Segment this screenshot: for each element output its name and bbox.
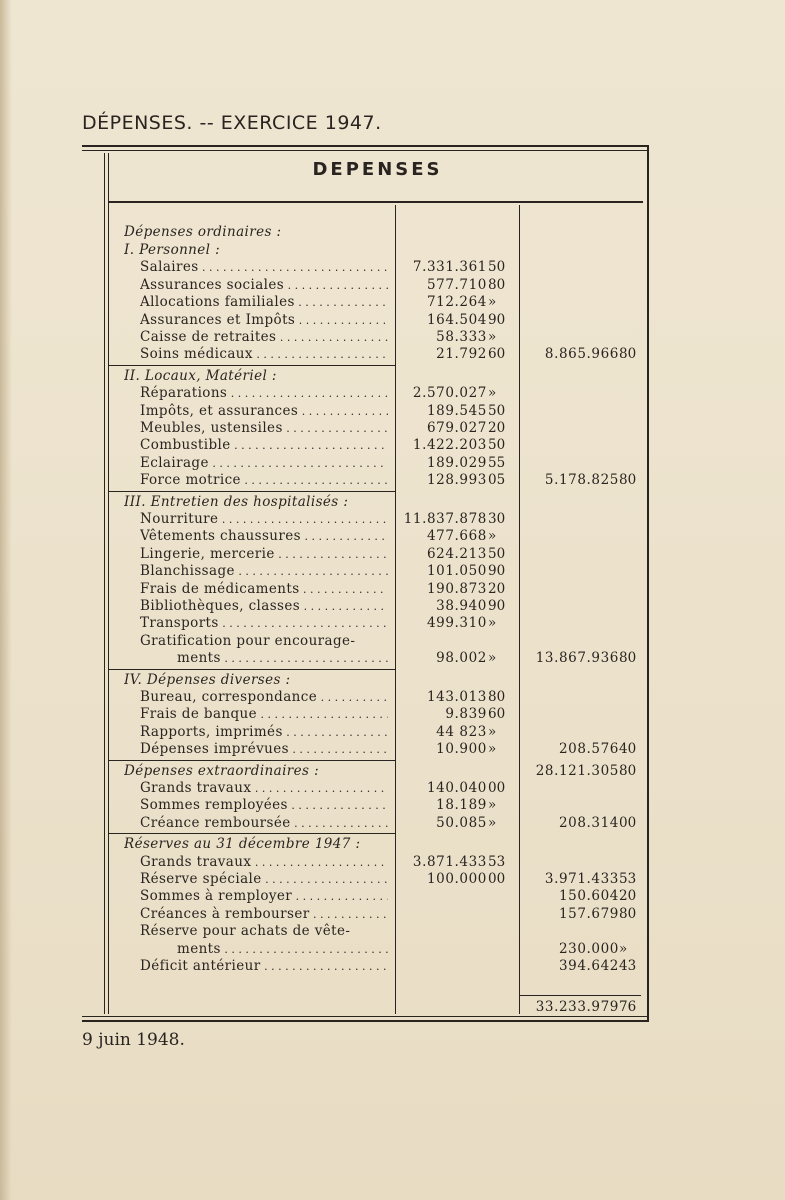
detail-amount: 477.668 bbox=[426, 528, 487, 544]
table-row bbox=[82, 511, 649, 528]
row-label: Créance remboursée . . . bbox=[140, 815, 388, 832]
row-label: Déficit antérieur . . . bbox=[140, 958, 388, 975]
detail-amount: 679.027 bbox=[426, 420, 487, 436]
row-label: Réparations . . . bbox=[140, 385, 388, 402]
detail-cents: 90 bbox=[488, 312, 506, 328]
table-row bbox=[82, 689, 649, 706]
table-row bbox=[82, 385, 649, 402]
section-heading: IV. Dépenses diverses : bbox=[124, 672, 291, 688]
table-row bbox=[82, 437, 649, 454]
detail-cents: 20 bbox=[488, 420, 506, 436]
table-row bbox=[82, 294, 649, 311]
subtotal-amount: 3.971.433 bbox=[544, 871, 619, 887]
subtotal-cents: 40 bbox=[619, 741, 637, 757]
row-label: Nourriture . . . bbox=[140, 511, 388, 528]
row-label: Dépenses imprévues . . . bbox=[140, 741, 388, 758]
section-rule bbox=[109, 760, 395, 761]
detail-amount: 140.040 bbox=[426, 780, 487, 796]
detail-amount: 712.264 bbox=[426, 294, 487, 310]
detail-amount: 577.710 bbox=[426, 277, 487, 293]
subtotal-amount: 208.576 bbox=[558, 741, 619, 757]
detail-cents: 30 bbox=[488, 511, 506, 527]
table-row bbox=[82, 277, 649, 294]
detail-cents: » bbox=[488, 797, 497, 813]
table-row bbox=[82, 455, 649, 472]
detail-cents: » bbox=[488, 294, 497, 310]
detail-cents: » bbox=[488, 741, 497, 757]
row-label: Allocations familiales . . . bbox=[140, 294, 388, 311]
table-row bbox=[82, 724, 649, 741]
row-label: Lingerie, mercerie . . . bbox=[140, 546, 388, 563]
page-title: DÉPENSES. -- EXERCICE 1947. bbox=[82, 112, 382, 134]
table-row bbox=[82, 706, 649, 723]
section-rule bbox=[109, 833, 395, 834]
row-label: Assurances sociales . . . bbox=[140, 277, 388, 294]
row-label: Gratification pour encourage- bbox=[140, 633, 356, 649]
table-row bbox=[82, 528, 649, 545]
grand-total-francs: 33.233.979 bbox=[535, 999, 619, 1015]
detail-amount: 7.331.361 bbox=[412, 259, 487, 275]
row-label: Sommes à remployer . . . bbox=[140, 888, 388, 905]
detail-amount: 98.002 bbox=[436, 650, 487, 666]
row-label: Réserve pour achats de vête- bbox=[140, 923, 351, 939]
table-row bbox=[82, 741, 649, 758]
detail-amount: 38.940 bbox=[436, 598, 487, 614]
footer-date: 9 juin 1948. bbox=[82, 1030, 185, 1050]
table-bottom-rule bbox=[82, 1020, 649, 1022]
subtotal-amount: 230.000 bbox=[558, 941, 619, 957]
detail-cents: 55 bbox=[488, 455, 506, 471]
detail-amount: 9.839 bbox=[445, 706, 487, 722]
detail-cents: 00 bbox=[488, 780, 506, 796]
row-label: ments . . . bbox=[177, 650, 388, 667]
table-row bbox=[82, 494, 649, 511]
subtotal-cents: 80 bbox=[619, 763, 637, 779]
detail-amount: 100.000 bbox=[426, 871, 487, 887]
page-edge-shadow bbox=[0, 0, 12, 1200]
subtotal-amount: 13.867.936 bbox=[535, 650, 619, 666]
detail-amount: 128.993 bbox=[426, 472, 487, 488]
section-rule bbox=[109, 491, 395, 492]
detail-amount: 164.504 bbox=[426, 312, 487, 328]
table-row bbox=[82, 563, 649, 580]
table-row bbox=[82, 906, 649, 923]
subtotal-amount: 28.121.305 bbox=[535, 763, 619, 779]
row-label: Soins médicaux . . . bbox=[140, 346, 388, 363]
subtotal-amount: 8.865.966 bbox=[544, 346, 619, 362]
table-row bbox=[82, 836, 649, 853]
table-row bbox=[82, 581, 649, 598]
grand-total-row bbox=[82, 999, 649, 1016]
table-row bbox=[82, 615, 649, 632]
detail-cents: » bbox=[488, 329, 497, 345]
detail-amount: 624.213 bbox=[426, 546, 487, 562]
detail-cents: 60 bbox=[488, 346, 506, 362]
subtotal-amount: 150.604 bbox=[558, 888, 619, 904]
table-intro-row bbox=[82, 224, 649, 241]
detail-cents: » bbox=[488, 724, 497, 740]
table-top-rule-thin bbox=[82, 150, 649, 151]
row-label: Combustible . . . bbox=[140, 437, 388, 454]
table-row bbox=[82, 923, 649, 940]
row-label: Frais de banque . . . bbox=[140, 706, 388, 723]
detail-amount: 10.900 bbox=[436, 741, 487, 757]
subtotal-cents: 53 bbox=[619, 871, 637, 887]
detail-cents: 80 bbox=[488, 277, 506, 293]
subtotal-amount: 157.679 bbox=[558, 906, 619, 922]
grand-total-cents: 76 bbox=[619, 999, 637, 1015]
row-label: Impôts, et assurances . . . bbox=[140, 403, 388, 420]
section-heading: III. Entretien des hospitalisés : bbox=[124, 494, 349, 510]
detail-cents: 50 bbox=[488, 403, 506, 419]
row-label: Meubles, ustensiles . . . bbox=[140, 420, 388, 437]
detail-cents: 53 bbox=[488, 854, 506, 870]
table-row bbox=[82, 472, 649, 489]
table-bottom-rule-thin bbox=[82, 1016, 649, 1017]
table-row bbox=[82, 546, 649, 563]
section-heading: I. Personnel : bbox=[124, 242, 221, 258]
subtotal-cents: 43 bbox=[619, 958, 637, 974]
detail-cents: 20 bbox=[488, 581, 506, 597]
detail-cents: 50 bbox=[488, 437, 506, 453]
detail-cents: 60 bbox=[488, 706, 506, 722]
heading-rule bbox=[109, 201, 643, 203]
table-row bbox=[82, 797, 649, 814]
section-rule bbox=[109, 669, 395, 670]
row-label: Bureau, correspondance . . . bbox=[140, 689, 388, 706]
detail-cents: » bbox=[488, 385, 497, 401]
detail-amount: 101.050 bbox=[426, 563, 487, 579]
table-row bbox=[82, 871, 649, 888]
table-row bbox=[82, 763, 649, 780]
ordinary-expenses-heading: Dépenses ordinaires : bbox=[124, 224, 282, 240]
table-row bbox=[82, 958, 649, 975]
row-label: Sommes remployées . . . bbox=[140, 797, 388, 814]
expenses-table bbox=[82, 145, 649, 1022]
subtotal-cents: 80 bbox=[619, 346, 637, 362]
table-row bbox=[82, 346, 649, 363]
row-label: Transports . . . bbox=[140, 615, 388, 632]
detail-amount: 18.189 bbox=[436, 797, 487, 813]
table-row bbox=[82, 598, 649, 615]
subtotal-amount: 394.642 bbox=[558, 958, 619, 974]
table-row bbox=[82, 420, 649, 437]
detail-cents: 90 bbox=[488, 598, 506, 614]
table-row bbox=[82, 672, 649, 689]
row-label: Réserve spéciale . . . bbox=[140, 871, 388, 888]
row-label: Rapports, imprimés . . . bbox=[140, 724, 388, 741]
table-row bbox=[82, 815, 649, 832]
detail-cents: 05 bbox=[488, 472, 506, 488]
table-row bbox=[82, 888, 649, 905]
detail-cents: » bbox=[488, 650, 497, 666]
table-row bbox=[82, 242, 649, 259]
row-label: ments . . . bbox=[177, 941, 388, 958]
detail-amount: 143.013 bbox=[426, 689, 487, 705]
table-row bbox=[82, 312, 649, 329]
row-label: Créances à rembourser . . . bbox=[140, 906, 388, 923]
detail-amount: 189.029 bbox=[426, 455, 487, 471]
detail-cents: 90 bbox=[488, 563, 506, 579]
table-row bbox=[82, 941, 649, 958]
detail-amount: 2.570.027 bbox=[412, 385, 487, 401]
section-heading: Dépenses extraordinaires : bbox=[124, 763, 320, 779]
total-rule bbox=[519, 995, 641, 996]
table-row bbox=[82, 329, 649, 346]
row-label: Force motrice . . . bbox=[140, 472, 388, 489]
subtotal-amount: 208.314 bbox=[558, 815, 619, 831]
table-row bbox=[82, 633, 649, 650]
row-label: Blanchissage . . . bbox=[140, 563, 388, 580]
detail-amount: 44 823 bbox=[436, 724, 487, 740]
detail-cents: » bbox=[488, 615, 497, 631]
subtotal-cents: 80 bbox=[619, 906, 637, 922]
table-top-rule bbox=[82, 145, 649, 147]
table-heading: DEPENSES bbox=[312, 159, 443, 180]
row-label: Vêtements chaussures . . . bbox=[140, 528, 388, 545]
detail-amount: 58.333 bbox=[436, 329, 487, 345]
table-row bbox=[82, 259, 649, 276]
section-heading: II. Locaux, Matériel : bbox=[124, 368, 277, 384]
detail-amount: 189.545 bbox=[426, 403, 487, 419]
row-label: Grands travaux . . . bbox=[140, 780, 388, 797]
row-label: Bibliothèques, classes . . . bbox=[140, 598, 388, 615]
row-label: Caisse de retraites . . . bbox=[140, 329, 388, 346]
detail-cents: 50 bbox=[488, 259, 506, 275]
detail-cents: » bbox=[488, 815, 497, 831]
detail-amount: 1.422.203 bbox=[412, 437, 487, 453]
table-row bbox=[82, 780, 649, 797]
subtotal-cents: 80 bbox=[619, 650, 637, 666]
row-label: Eclairage . . . bbox=[140, 455, 388, 472]
detail-cents: 00 bbox=[488, 871, 506, 887]
detail-cents: 80 bbox=[488, 689, 506, 705]
table-row bbox=[82, 403, 649, 420]
detail-amount: 21.792 bbox=[436, 346, 487, 362]
detail-amount: 190.873 bbox=[426, 581, 487, 597]
section-rule bbox=[109, 365, 395, 366]
detail-amount: 11.837.878 bbox=[403, 511, 487, 527]
section-heading: Réserves au 31 décembre 1947 : bbox=[124, 836, 361, 852]
row-label: Grands travaux . . . bbox=[140, 854, 388, 871]
subtotal-cents: 80 bbox=[619, 472, 637, 488]
detail-cents: 50 bbox=[488, 546, 506, 562]
row-label: Frais de médicaments . . . bbox=[140, 581, 388, 598]
table-row bbox=[82, 650, 649, 667]
subtotal-cents: » bbox=[619, 941, 628, 957]
subtotal-cents: 20 bbox=[619, 888, 637, 904]
table-row bbox=[82, 368, 649, 385]
table-row bbox=[82, 854, 649, 871]
detail-cents: » bbox=[488, 528, 497, 544]
detail-amount: 50.085 bbox=[436, 815, 487, 831]
row-label: Salaires . . . bbox=[140, 259, 388, 276]
subtotal-cents: 00 bbox=[619, 815, 637, 831]
detail-amount: 499.310 bbox=[426, 615, 487, 631]
detail-amount: 3.871.433 bbox=[412, 854, 487, 870]
subtotal-amount: 5.178.825 bbox=[544, 472, 619, 488]
row-label: Assurances et Impôts . . . bbox=[140, 312, 388, 329]
